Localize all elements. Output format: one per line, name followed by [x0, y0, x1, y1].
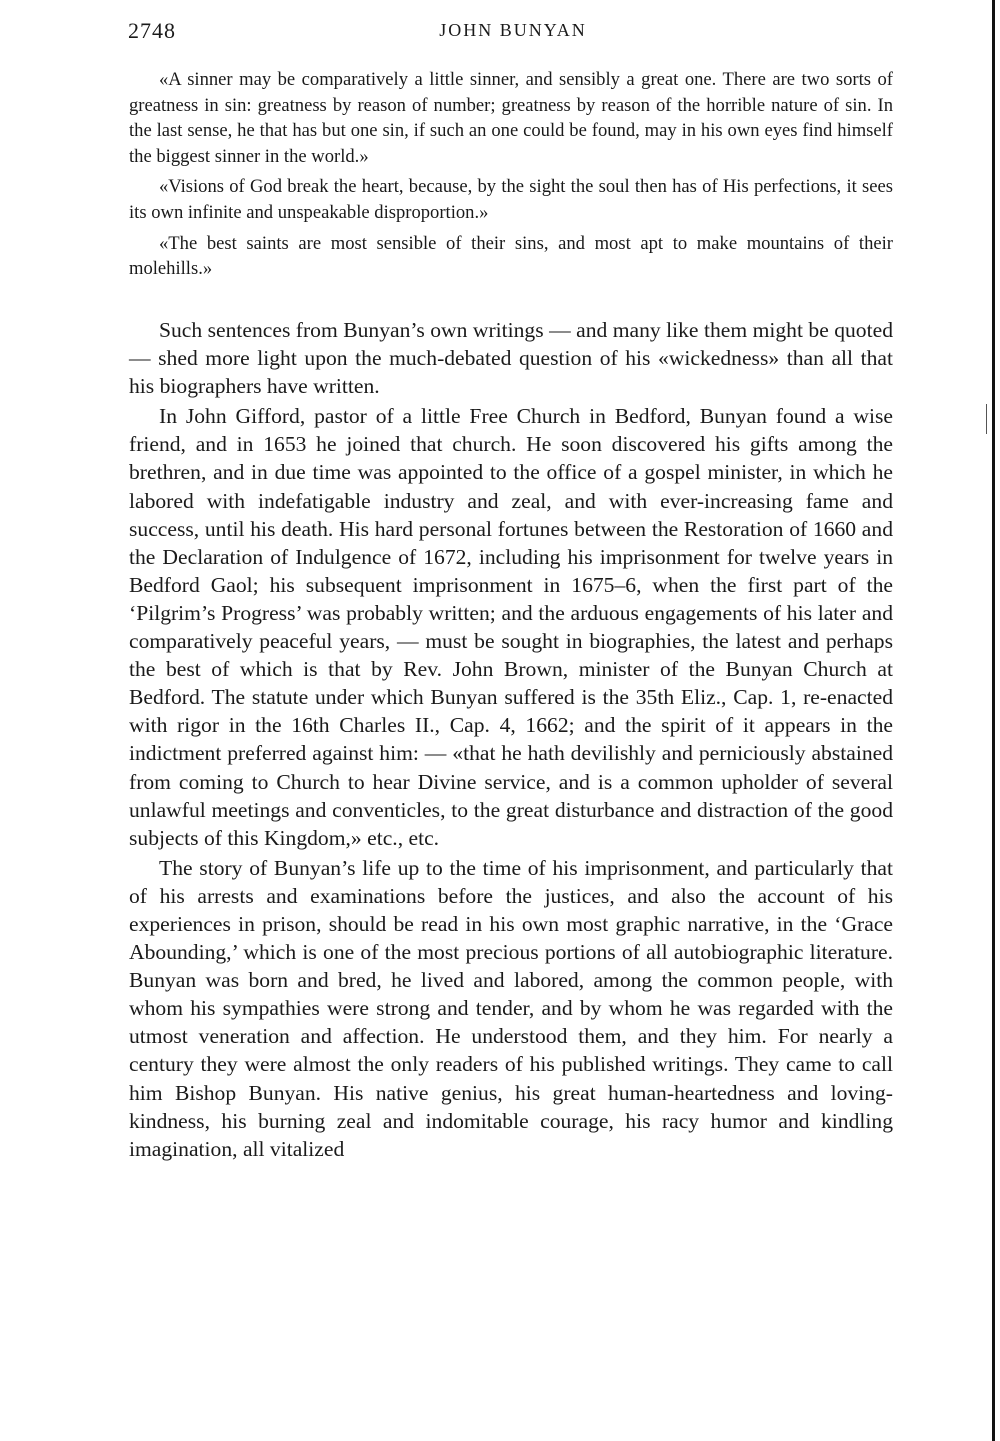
running-head: JOHN BUNYAN: [439, 20, 587, 40]
paragraph-3: The story of Bunyan’s life up to the time of his imprisonment, and particularly that of his arrests and examinations before the justices, and also the account of his experiences in prison, should be read in his own most graphic narrative, in the ‘Grace Abounding,’ which is one of the most precious portions of all autobiographic literature. Bunyan was born and bred, he lived and labored, among the common people, with whom his sympathies were strong and tender, and by whom he was regarded with the utmost veneration and affection. He understood them, and they him. For nearly a century they were almost the only readers of his published writings. They came to call him Bishop Bunyan. His native genius, his great human-heartedness and loving-kindness, his burning zeal and indomitable courage, his racy humor and kindling imagination, all vitalized: [129, 855, 893, 1161]
quote-2: «Visions of God break the heart, because, by the sight the soul then has of His perfections, it sees its own infinite and unspeakable disproportion.»: [129, 176, 893, 223]
quotation-block: [129, 67, 893, 287]
page-number: 2748: [128, 18, 176, 43]
paragraph-2: In John Gifford, pastor of a little Free Church in Bedford, Bunyan found a wise friend, and in 1653 he joined that church. He soon discovered his gifts among the brethren, and in due time was appointed to the office of a gospel minister, in which he labored with indefatigable industry and zeal, and with ever-increasing fame and success, until his death. His hard personal fortunes between the Restoration of 1660 and the Declaration of Indulgence of 1672, including his imprisonment for twelve years in Bedford Gaol; his subsequent imprisonment in 1675–6, when the first part of the ‘Pilgrim’s Progress’ was probably written; and the arduous engagements of his later and comparatively peaceful years, — must be sought in biographies, the latest and perhaps the best of which is that by Rev. John Brown, minister of the Bunyan Church at Bedford. The statute under which Bunyan suffered is the 35th Eliz., Cap. 1, re-enacted with rigor in the 16th Charles II., Cap. 4, 1662; and the spirit of it appears in the indictment preferred against him: — «that he hath devilishly and perniciously abstained from coming to Church to hear Divine service, and is a common upholder of several unlawful meetings and conventicles, to the great disturbance and distraction of the good subjects of this Kingdom,» etc., etc.: [129, 404, 893, 850]
paragraph-1: Such sentences from Bunyan’s own writings — and many like them might be quoted — shed more light upon the much-debated question of his «wickedness» than all that his biographers have written.: [129, 318, 893, 399]
quote-1: «A sinner may be comparatively a little sinner, and sensibly a great one. There are two sorts of greatness in sin: greatness by reason of number; greatness by reason of the horrible nature of sin. In the last sense, he that has but one sin, if such an one could be found, may in his own eyes find himself the biggest sinner in the world.»: [129, 69, 893, 167]
page-header: [128, 18, 898, 46]
page-edge-rule: [992, 0, 995, 1441]
quote-3: «The best saints are most sensible of their sins, and most apt to make mountains of their molehills.»: [129, 232, 893, 280]
margin-mark: [986, 404, 987, 434]
body-text: [129, 316, 893, 1165]
